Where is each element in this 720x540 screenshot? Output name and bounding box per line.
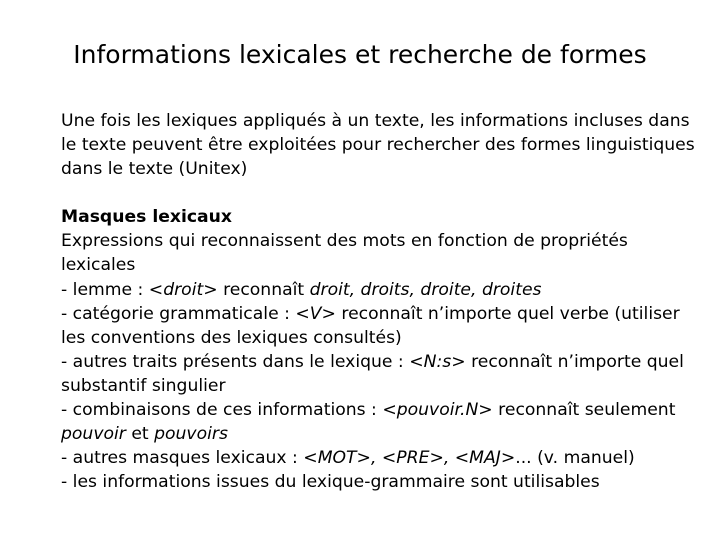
lexical-mask: <V> (295, 303, 336, 324)
lexical-mask-list: <MOT>, <PRE>, <MAJ> (303, 448, 516, 469)
item-text: ... (v. manuel) (515, 448, 635, 469)
item-prefix: - autres masques lexicaux : (61, 448, 304, 469)
item-text: reconnaît n’importe quel verbe (utiliser les conventions des lexiques consultés) (61, 303, 680, 348)
slide-body (61, 109, 701, 494)
item-prefix: - catégorie grammaticale : (61, 303, 296, 324)
item-traits (61, 350, 701, 398)
section-heading: Masques lexicaux (61, 207, 232, 228)
item-text: reconnaît (217, 279, 310, 300)
slide-title: Informations lexicales et recherche de formes (73, 40, 647, 69)
recognized-form: pouvoir (61, 424, 126, 445)
lexical-mask: <droit> (148, 279, 218, 300)
item-combinaisons (61, 398, 701, 446)
item-prefix: - combinaisons de ces informations : (61, 400, 383, 421)
item-autres (61, 446, 701, 470)
item-categorie (61, 302, 701, 350)
spacer (61, 181, 701, 205)
lexical-mask: <pouvoir.N> (382, 400, 493, 421)
item-prefix: - autres traits présents dans le lexique : (61, 351, 410, 372)
recognized-forms: droit, droits, droite, droites (309, 279, 542, 300)
item-text: reconnaît n’importe quel substantif singulier (61, 351, 684, 396)
section-intro: Expressions qui reconnaissent des mots en fonction de propriétés lexicales (61, 231, 628, 276)
item-text: et (125, 424, 155, 445)
item-lemme (61, 278, 701, 302)
intro-paragraph: Une fois les lexiques appliqués à un texte, les informations incluses dans le texte peuvent être exploitées pour rechercher des formes linguistiques dans le texte (Unitex) (61, 111, 695, 180)
recognized-form: pouvoirs (154, 424, 228, 445)
item-text: reconnaît seulement (492, 400, 676, 421)
lexical-mask: <N:s> (409, 351, 466, 372)
item-prefix: - lemme : (61, 279, 149, 300)
item-lexique-grammaire: - les informations issues du lexique-grammaire sont utilisables (61, 472, 600, 493)
